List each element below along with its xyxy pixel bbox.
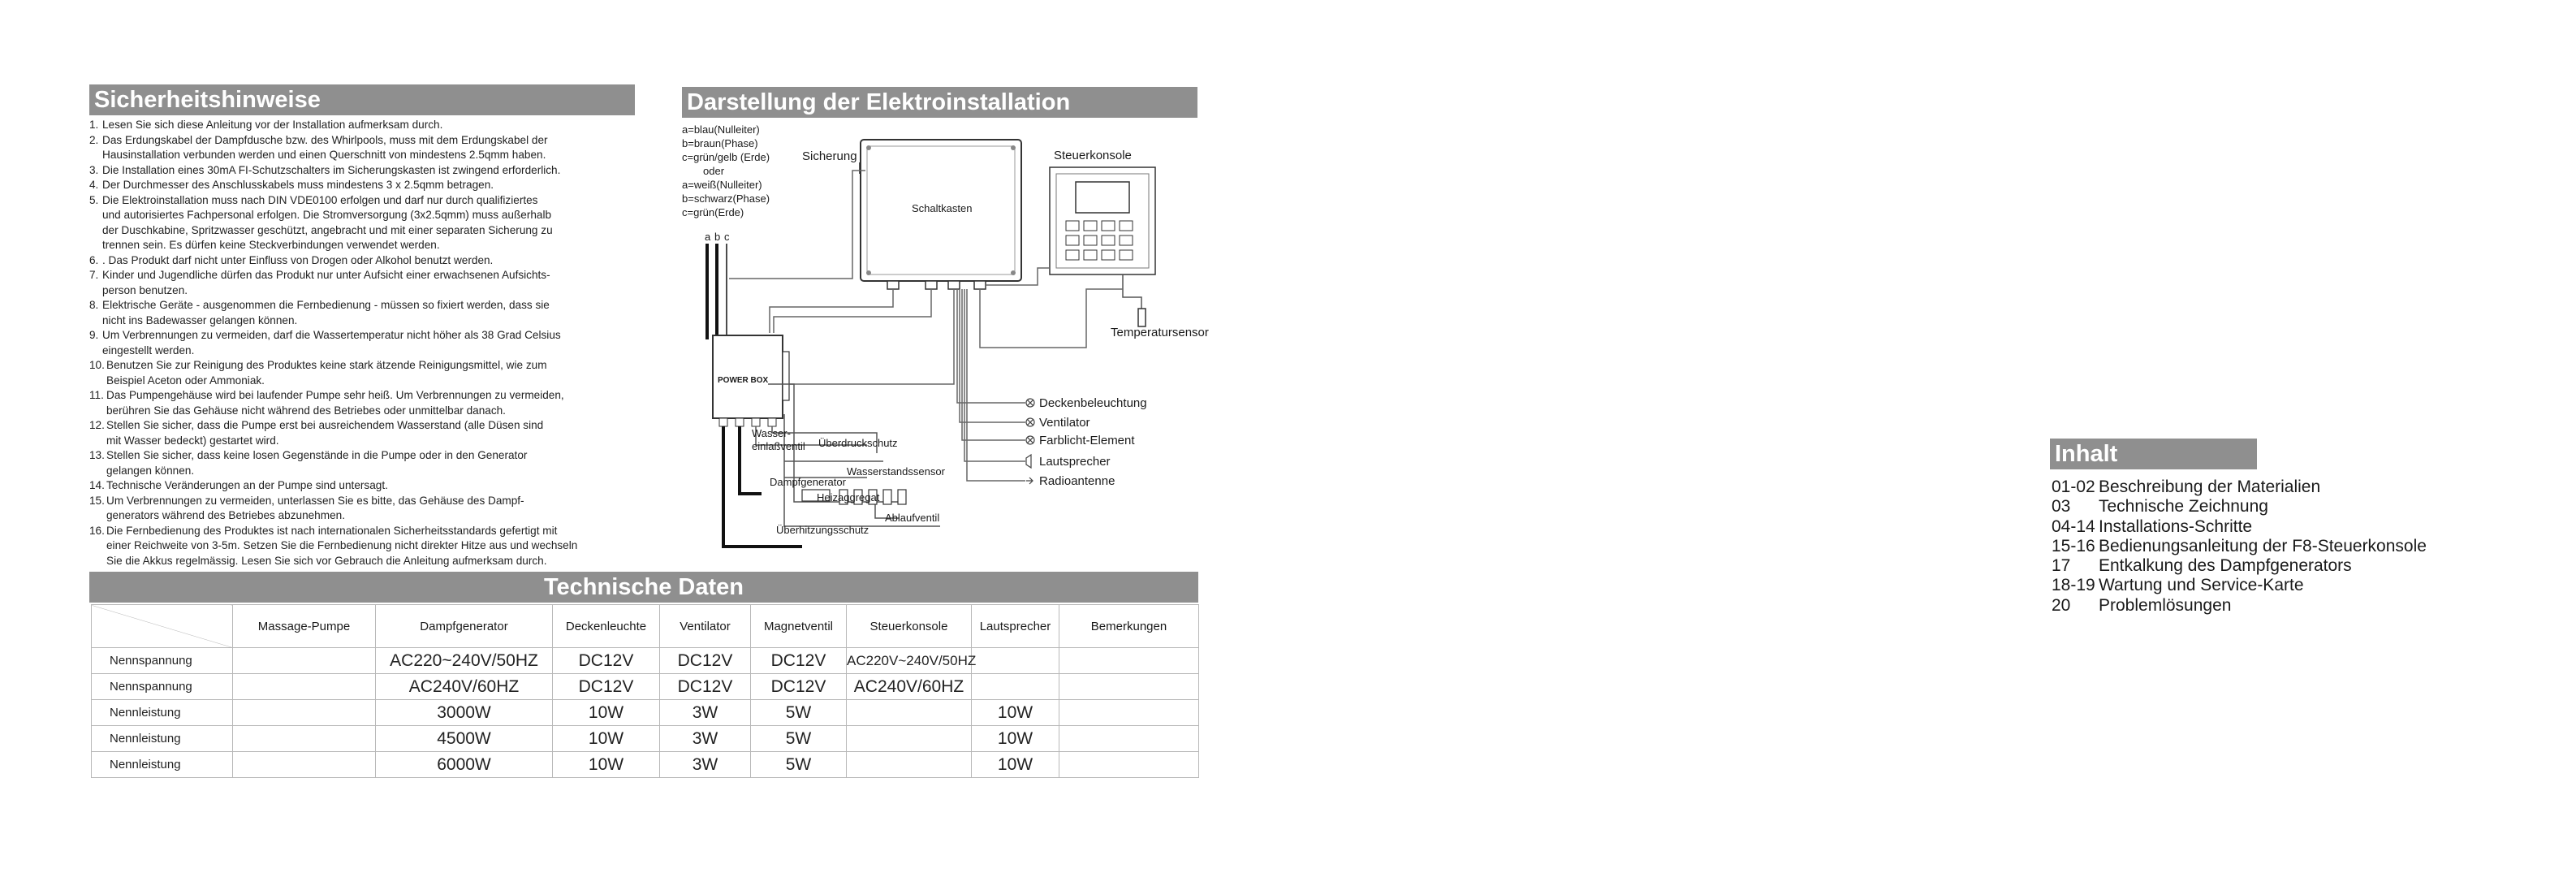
safety-item-text: Stellen Sie sicher, dass die Pumpe erst bei ausreichendem Wasserstand (alle Düsen sind mit Wasser bedeckt) gestartet wird. — [106, 419, 544, 447]
table-cell: 10W — [553, 752, 660, 778]
contents-item — [2052, 478, 2427, 497]
contents-section-title: Inhalt — [2050, 439, 2257, 469]
temperature-sensor-label: Temperatursensor — [1111, 326, 1209, 339]
table-cell — [847, 752, 972, 778]
safety-item-text: Lesen Sie sich diese Anleitung vor der Installation aufmerksam durch. — [102, 119, 443, 131]
table-cell: AC220~240V/50HZ — [376, 648, 553, 674]
safety-item-text: Elektrische Geräte - ausgenommen die Fernbedienung - müssen so fixiert werden, dass sie nicht ins Badewasser gelangen können. — [102, 299, 550, 326]
mains-cable — [707, 244, 727, 339]
table-cell — [233, 648, 376, 674]
table-cell — [233, 674, 376, 700]
row-label: Nennspannung — [92, 648, 233, 674]
contents-label: Beschreibung der Materialien — [2099, 478, 2321, 496]
contents-pages: 01-02 — [2052, 478, 2095, 496]
safety-item-text: Kinder und Jugendliche dürfen das Produkt nur unter Aufsicht einer erwachsenen Aufsichts- person benutzen. — [102, 269, 550, 296]
electrical-section-title: Darstellung der Elektroinstallation — [682, 87, 1197, 118]
table-cell — [972, 674, 1059, 700]
wiring-diagram — [680, 120, 1232, 559]
safety-item-number: 9. — [89, 329, 99, 341]
contents-label: Entkalkung des Dampfgenerators — [2099, 556, 2352, 576]
table-row — [92, 726, 1199, 752]
safety-item-number: 6. — [89, 253, 99, 266]
legend-line: a=weiß(Nulleiter) — [682, 179, 762, 191]
safety-item-number: 1. — [89, 119, 99, 131]
table-row — [92, 648, 1199, 674]
drain-valve-label: Ablaufventil — [885, 512, 940, 524]
water-inlet-label-2: einlaßventil — [752, 440, 805, 452]
table-row — [92, 674, 1199, 700]
table-cell: 5W — [751, 752, 847, 778]
table-cell: 3W — [660, 700, 751, 726]
table-cell: DC12V — [751, 674, 847, 700]
safety-item-text: Das Pumpengehäuse wird bei laufender Pumpe sehr heiß. Um Verbrennungen zu vermeiden, berühren Sie das Gehäuse nicht während des Betriebes oder unmittelbar danach. — [106, 389, 564, 417]
contents-item — [2052, 497, 2427, 516]
contents-pages: 20 — [2052, 595, 2071, 615]
table-cell: 3000W — [376, 700, 553, 726]
table-cell: AC220V~240V/50HZ — [847, 648, 972, 674]
table-cell: 5W — [751, 700, 847, 726]
contents-item — [2052, 537, 2427, 556]
table-header-row — [92, 605, 1199, 648]
table-cell — [972, 648, 1059, 674]
tech-data-section-title: Technische Daten — [89, 572, 1198, 603]
table-cell: DC12V — [751, 648, 847, 674]
column-header: Ventilator — [660, 605, 751, 648]
safety-item — [89, 118, 674, 133]
temperature-sensor-icon — [1138, 309, 1146, 326]
table-cell — [847, 726, 972, 752]
safety-item-number: 16. — [89, 524, 105, 537]
row-label: Nennspannung — [92, 674, 233, 700]
power-box-label: POWER BOX — [718, 376, 769, 385]
contents-label: Wartung und Service-Karte — [2099, 576, 2304, 595]
safety-item-text: Die Fernbedienung des Produktes ist nach internationalen Sicherheitsstandards gefertigt mit einer Reichweite von 3-5m. Setzen Sie die Fernbedienung nicht direkter Hitze aus und wechseln Sie die Akkus regelmässig. Lesen Sie sich vor Gebrauch die Anleitung aufmerksam durch. — [106, 524, 578, 567]
table-cell — [1059, 726, 1199, 752]
table-cell: 10W — [972, 752, 1059, 778]
safety-item-text: Der Durchmesser des Anschlusskabels muss mindestens 3 x 2.5qmm betragen. — [102, 179, 494, 191]
safety-item-text: Benutzen Sie zur Reinigung des Produktes keine stark ätzende Reinigungsmittel, wie zum Beispiel Aceton oder Ammoniak. — [106, 359, 547, 387]
water-inlet-label: Wasser- — [752, 427, 791, 439]
row-label: Nennleistung — [92, 726, 233, 752]
table-cell: DC12V — [553, 648, 660, 674]
safety-item-number: 5. — [89, 193, 99, 206]
table-cell — [1059, 648, 1199, 674]
safety-item-text: Stellen Sie sicher, dass keine losen Gegenstände in die Pumpe oder in den Generator gelangen können. — [106, 449, 528, 477]
table-cell: DC12V — [660, 648, 751, 674]
contents-item — [2052, 517, 2427, 537]
contents-pages: 04-14 — [2052, 516, 2095, 536]
table-corner-cell — [92, 605, 233, 648]
table-cell — [233, 726, 376, 752]
contents-label: Technische Zeichnung — [2099, 497, 2268, 516]
safety-section-title: Sicherheitshinweise — [89, 84, 635, 115]
table-cell — [1059, 700, 1199, 726]
safety-item-text: Technische Veränderungen an der Pumpe sind untersagt. — [106, 479, 388, 491]
wire-letter-a: a — [705, 231, 711, 243]
safety-item-number: 4. — [89, 179, 99, 191]
table-row — [92, 752, 1199, 778]
legend-line: oder — [703, 165, 725, 177]
table-cell: 4500W — [376, 726, 553, 752]
heater-label: Heizaggregat — [817, 491, 880, 503]
safety-item-number: 12. — [89, 419, 105, 431]
column-header: Bemerkungen — [1059, 605, 1199, 648]
table-cell — [233, 700, 376, 726]
safety-item-text: Um Verbrennungen zu vermeiden, unterlassen Sie es bitte, das Gehäuse des Dampf- generators während des Betriebes abzunehmen. — [106, 494, 524, 521]
safety-item-text: Das Erdungskabel der Dampfdusche bzw. des Whirlpools, muss mit dem Erdungskabel der Hausinstallation verbunden werden und einen Querschnitt von mindestens 2.5qmm haben. — [102, 133, 548, 161]
contents-label: Installations-Schritte — [2099, 516, 2253, 536]
row-label: Nennleistung — [92, 700, 233, 726]
safety-item — [89, 358, 674, 388]
contents-label: Bedienungsanleitung der F8-Steuerkonsole — [2099, 536, 2427, 555]
table-cell: 5W — [751, 726, 847, 752]
contents-pages: 03 — [2052, 497, 2071, 516]
safety-item — [89, 193, 674, 253]
safety-item — [89, 163, 674, 179]
table-cell — [1059, 674, 1199, 700]
safety-item — [89, 298, 674, 328]
fuse-label: Sicherung — [802, 149, 857, 163]
legend-line: a=blau(Nulleiter) — [682, 123, 760, 136]
control-console — [1050, 167, 1155, 274]
legend-line: b=schwarz(Phase) — [682, 192, 770, 205]
table-cell: 10W — [972, 700, 1059, 726]
contents-label: Problemlösungen — [2099, 595, 2232, 615]
overheat-protection-label: Überhitzungsschutz — [776, 524, 869, 536]
contents-pages: 15-16 — [2052, 536, 2095, 555]
overpressure-label: Überdruckschutz — [818, 437, 898, 449]
column-header: Steuerkonsole — [847, 605, 972, 648]
safety-item-number: 14. — [89, 479, 105, 491]
contents-item — [2052, 576, 2427, 595]
steam-generator-label: Dampfgenerator — [770, 476, 846, 488]
table-cell: 10W — [972, 726, 1059, 752]
safety-item-number: 11. — [89, 389, 104, 401]
safety-item — [89, 253, 674, 269]
column-header: Dampfgenerator — [376, 605, 553, 648]
contents-item — [2052, 596, 2427, 616]
contents-list — [2052, 478, 2427, 616]
legend-line: c=grün(Erde) — [682, 206, 744, 218]
table-cell — [847, 700, 972, 726]
control-console-label: Steuerkonsole — [1054, 149, 1132, 162]
contents-item — [2052, 556, 2427, 576]
safety-item-number: 8. — [89, 299, 99, 311]
safety-item-text: Die Installation eines 30mA FI-Schutzschalters im Sicherungskasten ist zwingend erforderlich. — [102, 163, 561, 176]
output-label: Lautsprecher — [1039, 455, 1111, 469]
table-cell: DC12V — [553, 674, 660, 700]
safety-item — [89, 524, 674, 569]
safety-item-text: Die Elektroinstallation muss nach DIN VDE0100 erfolgen und darf nur durch qualifiziertes und autorisiertes Fachpersonal erfolgen. Die Stromversorgung (3x2.5qmm) muss außerhalb der Duschkabine, Spritzwasser geschützt, angebracht und mit einer separaten Sicherung zu trennen sein. Es dürfen keine Steckverbindungen verwendet werden. — [102, 193, 553, 251]
column-header: Massage-Pumpe — [233, 605, 376, 648]
safety-item — [89, 448, 674, 478]
table-cell — [233, 752, 376, 778]
column-header: Deckenleuchte — [553, 605, 660, 648]
tech-data-table — [91, 604, 1199, 778]
safety-item-text: . Das Produkt darf nicht unter Einfluss von Drogen oder Alkohol benutzt werden. — [102, 253, 494, 266]
table-cell: 3W — [660, 752, 751, 778]
table-row — [92, 700, 1199, 726]
table-cell: AC240V/60HZ — [847, 674, 972, 700]
table-cell: 10W — [553, 726, 660, 752]
safety-item — [89, 178, 674, 193]
safety-item-number: 15. — [89, 494, 105, 507]
table-cell: DC12V — [660, 674, 751, 700]
safety-item — [89, 388, 674, 418]
safety-item-number: 3. — [89, 163, 99, 176]
safety-item — [89, 268, 674, 298]
row-label: Nennleistung — [92, 752, 233, 778]
table-cell — [1059, 752, 1199, 778]
legend-line: b=braun(Phase) — [682, 137, 758, 149]
wire-letter-c: c — [724, 231, 730, 243]
safety-item — [89, 328, 674, 358]
column-header: Lautsprecher — [972, 605, 1059, 648]
contents-pages: 17 — [2052, 556, 2071, 576]
table-cell: AC240V/60HZ — [376, 674, 553, 700]
output-label: Radioantenne — [1039, 474, 1115, 488]
safety-item — [89, 418, 674, 448]
safety-item-text: Um Verbrennungen zu vermeiden, darf die Wassertemperatur nicht höher als 38 Grad Celsius eingestellt werden. — [102, 329, 561, 357]
contents-pages: 18-19 — [2052, 576, 2095, 595]
table-cell: 6000W — [376, 752, 553, 778]
output-label: Farblicht-Element — [1039, 434, 1135, 447]
output-label: Ventilator — [1039, 416, 1090, 430]
safety-item — [89, 478, 674, 494]
safety-item-number: 2. — [89, 133, 99, 146]
table-cell: 3W — [660, 726, 751, 752]
safety-item — [89, 494, 674, 524]
safety-item-number: 10. — [89, 359, 105, 371]
water-level-sensor-label: Wasserstandssensor — [847, 465, 945, 478]
output-label: Deckenbeleuchtung — [1039, 396, 1147, 410]
switchbox-label: Schaltkasten — [912, 202, 973, 214]
table-cell: 10W — [553, 700, 660, 726]
wire-letter-b: b — [714, 231, 721, 243]
safety-item-number: 13. — [89, 449, 105, 461]
safety-instructions-list — [89, 118, 674, 568]
safety-item — [89, 133, 674, 163]
column-header: Magnetventil — [751, 605, 847, 648]
legend-line: c=grün/gelb (Erde) — [682, 151, 770, 163]
safety-item-number: 7. — [89, 269, 99, 281]
